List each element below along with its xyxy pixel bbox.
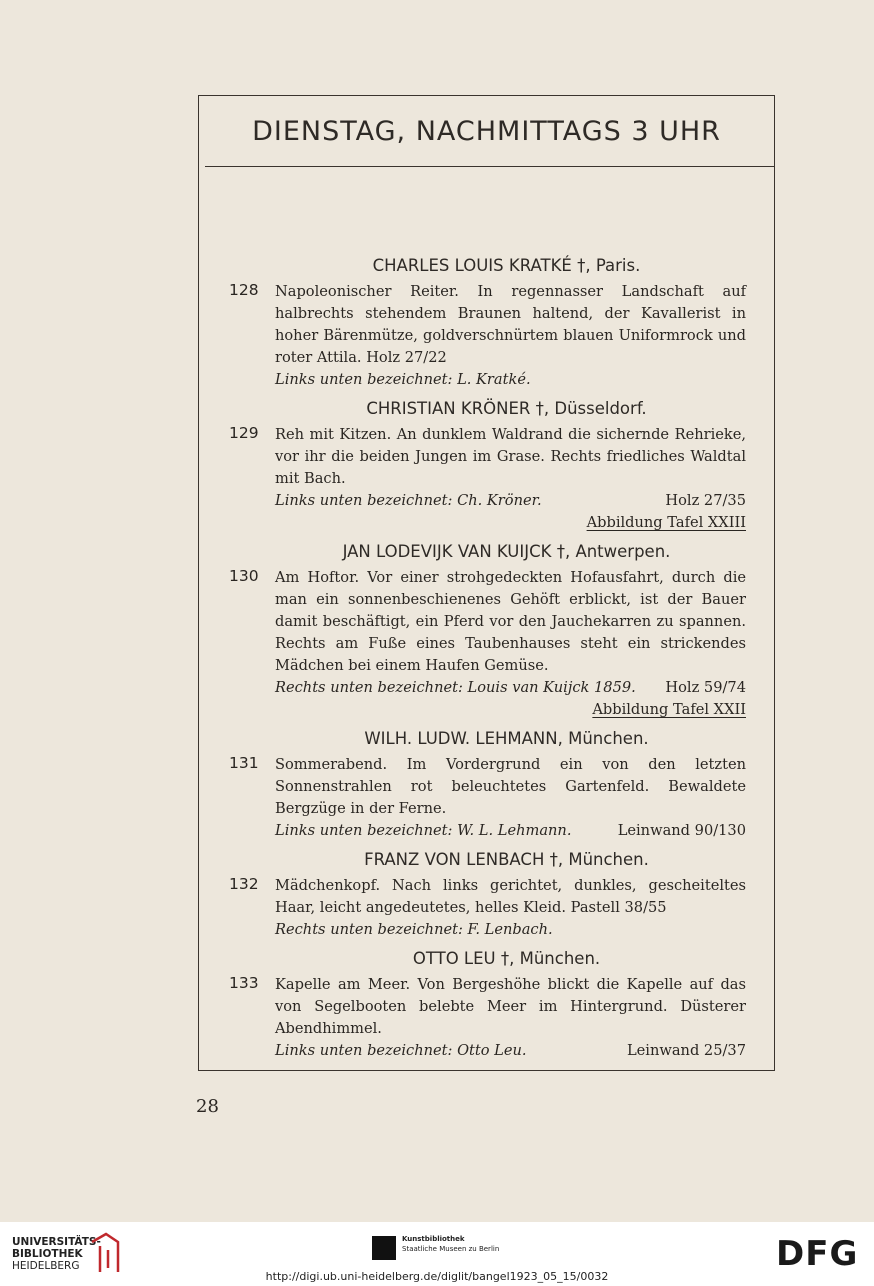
viewer-footer [0, 1222, 874, 1286]
artist-name: FRANZ VON LENBACH †, München. [364, 850, 649, 869]
catalog-entry-131 [199, 729, 774, 842]
entry-description: Kapelle am Meer. Von Bergeshöhe blickt die Kapelle auf das von Segelbooten belebte Meer im Hintergrund. Düsterer Abendhimmel. [275, 976, 746, 1037]
catalog-entry-129 [199, 399, 774, 534]
artist-name: WILH. LUDW. LEHMANN, München. [364, 729, 649, 748]
page-number: 28 [196, 1096, 219, 1117]
entry-description: Am Hoftor. Vor einer strohgedeckten Hofausfahrt, durch die man ein sonnenbeschienenes Gehöft erblickt, ist der Bauer damit beschäftigt, ein Pferd vor den Jauchekarren zu spannen. Rechts am Fuße eines Taubenhauses steht ein strickendes Mädchen bei einem Haufen Gemüse. [275, 569, 746, 674]
medium-size: Leinwand 25/37 [626, 1042, 746, 1059]
entries-list [199, 256, 774, 1070]
entry-description: Mädchenkopf. Nach links gerichtet, dunkles, gescheiteltes Haar, leicht angedeutetes, helles Kleid. Pastell 38/55 [275, 877, 746, 916]
dfg-logo[interactable]: DFG [776, 1234, 859, 1274]
artist-name: CHARLES LOUIS KRATKÉ †, Paris. [372, 256, 641, 275]
plate-reference: Abbildung Tafel XXII [592, 701, 746, 718]
signature-note: Links unten bezeichnet: Otto Leu. [275, 1042, 527, 1059]
catalog-entry-133 [199, 949, 774, 1062]
page-title: DIENSTAG, NACHMITTAGS 3 UHR [252, 116, 721, 147]
library-line-1: UNIVERSITÄTS- [12, 1236, 101, 1248]
kb-line-1: Kunstbibliothek [402, 1235, 465, 1243]
page-frame [198, 95, 775, 1071]
signature-row [275, 919, 746, 941]
signature-row [275, 820, 746, 842]
medium-size: Holz 27/35 [665, 492, 746, 509]
catalog-entry-130 [199, 542, 774, 721]
signature-note: Links unten bezeichnet: W. L. Lehmann. [275, 822, 572, 839]
lot-number: 133 [229, 974, 259, 992]
artist-name: JAN LODEVIJK VAN KUIJCK †, Antwerpen. [342, 542, 671, 561]
entry-description: Reh mit Kitzen. An dunklem Waldrand die sichernde Rehrieke, vor ihr die beiden Jungen im Grase. Rechts friedliches Waldtal mit Bach. [275, 426, 746, 487]
kunstbibliothek-label [402, 1234, 499, 1254]
medium-size: Holz 59/74 [665, 679, 746, 696]
signature-note: Links unten bezeichnet: L. Kratké. [275, 371, 531, 388]
lot-number: 132 [229, 875, 259, 893]
signature-note: Rechts unten bezeichnet: F. Lenbach. [275, 921, 553, 938]
signature-row [275, 369, 746, 391]
lot-number: 128 [229, 281, 259, 299]
medium-size: Leinwand 90/130 [617, 822, 746, 839]
kunstbibliothek-logo-icon[interactable] [372, 1236, 396, 1260]
signature-row [275, 677, 746, 699]
entry-description: Napoleonischer Reiter. In regennasser Landschaft auf halbrechts stehendem Braunen haltend, der Kavallerist in hoher Bärenmütze, goldverschnürtem blauen Uniformrock und roter Attila. Holz 27/22 [275, 283, 746, 366]
entry-description: Sommerabend. Im Vordergrund ein von den letzten Sonnenstrahlen rot beleuchtetes Gartenfeld. Bewaldete Bergzüge in der Ferne. [275, 756, 746, 817]
artist-name: CHRISTIAN KRÖNER †, Düsseldorf. [366, 399, 647, 418]
library-logo-icon[interactable] [88, 1232, 120, 1274]
lot-number: 131 [229, 754, 259, 772]
catalog-entry-128 [199, 256, 774, 391]
page-url[interactable]: http://digi.ub.uni-heidelberg.de/diglit/bangel1923_05_15/0032 [265, 1270, 609, 1283]
plate-reference: Abbildung Tafel XXIII [586, 514, 746, 531]
header-divider [205, 166, 774, 167]
signature-row [275, 490, 746, 512]
artist-name: OTTO LEU †, München. [412, 949, 601, 968]
signature-note: Rechts unten bezeichnet: Louis van Kuijck 1859. [275, 679, 636, 696]
catalog-entry-132 [199, 850, 774, 941]
signature-note: Links unten bezeichnet: Ch. Kröner. [275, 492, 542, 509]
lot-number: 129 [229, 424, 259, 442]
kb-line-2: Staatliche Museen zu Berlin [402, 1245, 500, 1253]
library-line-2: BIBLIOTHEK [12, 1248, 83, 1260]
lot-number: 130 [229, 567, 259, 585]
library-line-3: HEIDELBERG [12, 1260, 80, 1272]
signature-row [275, 1040, 746, 1062]
